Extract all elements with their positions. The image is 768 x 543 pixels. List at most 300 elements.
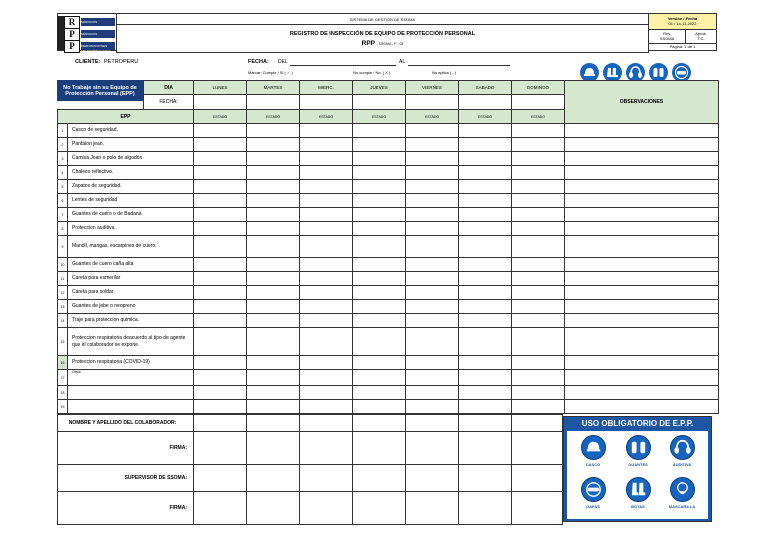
estado-cell[interactable]: [459, 124, 512, 138]
estado-cell[interactable]: [247, 386, 300, 400]
observation-cell[interactable]: [565, 356, 719, 370]
estado-cell[interactable]: [459, 138, 512, 152]
estado-cell[interactable]: [459, 208, 512, 222]
page-number: Página: 1 de 1: [649, 43, 717, 50]
estado-cell[interactable]: [247, 138, 300, 152]
supervisor-label: SUPERVISOR DE SSOMA:: [58, 465, 194, 492]
signature-cell[interactable]: [247, 492, 300, 525]
uso-label: GAFAS: [586, 504, 600, 509]
estado-cell[interactable]: [353, 236, 406, 258]
signature-table: [57, 414, 563, 525]
item-label: Guantes de cuero o de Badana: [68, 208, 194, 222]
row-number: 5: [58, 180, 68, 194]
estado-cell[interactable]: [512, 166, 565, 180]
estado-cell[interactable]: [459, 258, 512, 272]
item-label: Proteccion auditiva.: [68, 222, 194, 236]
estado-cell[interactable]: [300, 300, 353, 314]
estado-cell[interactable]: [459, 314, 512, 328]
estado-cell[interactable]: [247, 236, 300, 258]
estado-cell[interactable]: [353, 356, 406, 370]
row-number: 15: [58, 328, 68, 356]
estado-cell[interactable]: [353, 208, 406, 222]
estado-cell[interactable]: [353, 300, 406, 314]
day-thursday: JUEVES: [353, 81, 406, 95]
day-friday: VIERNES: [406, 81, 459, 95]
row-number: 11: [58, 272, 68, 286]
observation-cell[interactable]: [565, 124, 719, 138]
day-monday: LUNES: [194, 81, 247, 95]
observation-cell[interactable]: [565, 328, 719, 356]
estado-cell[interactable]: [459, 272, 512, 286]
form-code-sub: - SSOMA - F - 03: [376, 41, 404, 46]
estado-cell[interactable]: [459, 194, 512, 208]
estado-cell[interactable]: [459, 386, 512, 400]
estado-cell[interactable]: [300, 370, 353, 386]
estado-cell[interactable]: [512, 328, 565, 356]
dia-header: DIA: [144, 81, 194, 95]
estado-cell[interactable]: [406, 236, 459, 258]
estado-cell[interactable]: [512, 222, 565, 236]
day-saturday: SABADO: [459, 81, 512, 95]
item-label: [68, 386, 194, 400]
item-label: Traje para proteccion quimica.: [68, 314, 194, 328]
estado-header: ESTADO: [512, 110, 565, 124]
estado-cell[interactable]: [406, 400, 459, 414]
estado-cell[interactable]: [459, 222, 512, 236]
estado-cell[interactable]: [512, 138, 565, 152]
observation-cell[interactable]: [565, 236, 719, 258]
estado-cell[interactable]: [194, 152, 247, 166]
estado-cell[interactable]: [353, 400, 406, 414]
estado-cell[interactable]: [247, 124, 300, 138]
estado-cell[interactable]: [194, 286, 247, 300]
uso-label: CASCO: [585, 462, 601, 467]
estado-cell[interactable]: [353, 258, 406, 272]
day-sunday: DOMINGO: [512, 81, 565, 95]
fecha-cell-tuesday[interactable]: [247, 95, 300, 110]
row-number: 2: [58, 138, 68, 152]
signature-cell[interactable]: [194, 432, 247, 465]
estado-cell[interactable]: [459, 356, 512, 370]
estado-cell[interactable]: [300, 356, 353, 370]
fecha-cell-wednesday[interactable]: [300, 95, 353, 110]
item-label: Casco de seguridad.: [68, 124, 194, 138]
estado-cell[interactable]: [459, 300, 512, 314]
estado-cell[interactable]: [247, 222, 300, 236]
table-row: [58, 236, 719, 258]
uso-label: MASCARILLA: [668, 504, 696, 509]
signature-row: [58, 432, 563, 465]
estado-cell[interactable]: [459, 370, 512, 386]
observation-cell[interactable]: [565, 400, 719, 414]
estado-cell[interactable]: [512, 300, 565, 314]
estado-cell[interactable]: [353, 286, 406, 300]
estado-cell[interactable]: [512, 386, 565, 400]
fecha-cell-thursday[interactable]: [353, 95, 406, 110]
epp-header: EPP: [58, 110, 194, 124]
signature-cell[interactable]: [406, 432, 459, 465]
estado-cell[interactable]: [194, 328, 247, 356]
estado-cell[interactable]: [300, 124, 353, 138]
observation-cell[interactable]: [565, 166, 719, 180]
estado-cell[interactable]: [194, 370, 247, 386]
observation-cell[interactable]: [565, 314, 719, 328]
estado-cell[interactable]: [512, 124, 565, 138]
item-label: Proteccion respiratoria (COVID-19): [68, 356, 194, 370]
table-row: [58, 166, 719, 180]
item-label: Proteccion respiratoria deacuerdo al tipo de agente que el colaborador se expone.: [68, 328, 194, 356]
estado-cell[interactable]: [247, 300, 300, 314]
estado-cell[interactable]: [459, 166, 512, 180]
signature-cell[interactable]: [459, 465, 512, 492]
estado-cell[interactable]: [406, 152, 459, 166]
estado-cell[interactable]: [512, 152, 565, 166]
signature-cell[interactable]: [353, 492, 406, 525]
signature-cell[interactable]: [353, 432, 406, 465]
estado-cell[interactable]: [512, 370, 565, 386]
estado-cell[interactable]: [300, 180, 353, 194]
estado-cell[interactable]: [406, 222, 459, 236]
estado-cell[interactable]: [512, 314, 565, 328]
estado-cell[interactable]: [247, 272, 300, 286]
estado-cell[interactable]: [247, 328, 300, 356]
estado-cell[interactable]: [247, 258, 300, 272]
signature-cell[interactable]: [247, 465, 300, 492]
table-row: [58, 400, 719, 414]
epp-item-rows: [58, 124, 719, 414]
estado-cell[interactable]: [512, 208, 565, 222]
signature-cell[interactable]: [247, 432, 300, 465]
table-row: [58, 208, 719, 222]
signature-cell[interactable]: [300, 415, 353, 432]
signature-cell[interactable]: [353, 465, 406, 492]
estado-header: ESTADO: [353, 110, 406, 124]
estado-cell[interactable]: [459, 400, 512, 414]
observation-cell[interactable]: [565, 208, 719, 222]
item-label: Careta para soldar: [68, 286, 194, 300]
estado-cell[interactable]: [194, 138, 247, 152]
estado-cell[interactable]: [459, 286, 512, 300]
observation-cell[interactable]: [565, 272, 719, 286]
item-label: Otros:: [68, 370, 194, 386]
estado-cell[interactable]: [194, 400, 247, 414]
collaborator-name-label: NOMBRE Y APELLIDO DEL COLABORADOR:: [58, 415, 194, 432]
estado-cell[interactable]: [194, 356, 247, 370]
estado-cell[interactable]: [459, 236, 512, 258]
logo-letter-p2: P: [64, 40, 80, 53]
estado-cell[interactable]: [353, 272, 406, 286]
item-label: Lentes de seguridad: [68, 194, 194, 208]
observation-cell[interactable]: [565, 386, 719, 400]
estado-cell[interactable]: [194, 124, 247, 138]
observation-cell[interactable]: [565, 138, 719, 152]
observaciones-header: OBSERVACIONES: [565, 81, 719, 124]
version-cell: [649, 14, 717, 30]
estado-cell[interactable]: [406, 166, 459, 180]
estado-cell[interactable]: [247, 208, 300, 222]
table-row: [58, 138, 719, 152]
estado-cell[interactable]: [194, 300, 247, 314]
signature-row: [58, 465, 563, 492]
table-row: [58, 314, 719, 328]
row-number: 13: [58, 300, 68, 314]
signature-cell[interactable]: [247, 415, 300, 432]
estado-cell[interactable]: [406, 272, 459, 286]
estado-header: ESTADO: [406, 110, 459, 124]
estado-cell[interactable]: [194, 314, 247, 328]
estado-cell[interactable]: [247, 180, 300, 194]
estado-cell[interactable]: [353, 314, 406, 328]
fecha-cell-monday[interactable]: [194, 95, 247, 110]
item-label: [68, 400, 194, 414]
item-label: Careta para esmerilar: [68, 272, 194, 286]
title-block: [116, 13, 649, 53]
estado-cell[interactable]: [406, 124, 459, 138]
estado-cell[interactable]: [512, 258, 565, 272]
rev-value: SSOMA: [659, 36, 675, 42]
signature-cell[interactable]: [406, 415, 459, 432]
table-row: [58, 356, 719, 370]
signature-cell[interactable]: [459, 415, 512, 432]
estado-cell[interactable]: [247, 356, 300, 370]
table-row: [58, 328, 719, 356]
estado-header: ESTADO: [459, 110, 512, 124]
observation-cell[interactable]: [565, 286, 719, 300]
estado-cell[interactable]: [353, 166, 406, 180]
estado-cell[interactable]: [406, 328, 459, 356]
estado-cell[interactable]: [194, 166, 247, 180]
estado-cell[interactable]: [353, 124, 406, 138]
estado-cell[interactable]: [194, 236, 247, 258]
estado-header: ESTADO: [247, 110, 300, 124]
system-name: SISTEMA DE GESTIÓN DE SSOMA: [117, 14, 649, 25]
estado-cell[interactable]: [300, 258, 353, 272]
estado-cell[interactable]: [247, 194, 300, 208]
row-number: 18: [58, 386, 68, 400]
estado-cell[interactable]: [353, 328, 406, 356]
table-row: [58, 370, 719, 386]
date-from-label: DEL: [278, 59, 288, 65]
fecha-cell-friday[interactable]: [406, 95, 459, 110]
day-tuesday: MARTES: [247, 81, 300, 95]
estado-cell[interactable]: [406, 370, 459, 386]
estado-cell[interactable]: [300, 194, 353, 208]
estado-cell[interactable]: [512, 194, 565, 208]
uso-label: AUDITIVA: [672, 462, 692, 467]
observation-cell[interactable]: [565, 222, 719, 236]
estado-cell[interactable]: [459, 152, 512, 166]
uso-icons-area: [567, 431, 708, 519]
estado-cell[interactable]: [300, 272, 353, 286]
estado-cell[interactable]: [406, 286, 459, 300]
row-number: 8: [58, 222, 68, 236]
item-label: Mandil, mangas, escarpines de cuero.: [68, 236, 194, 258]
table-row: [58, 286, 719, 300]
estado-cell[interactable]: [512, 356, 565, 370]
estado-cell[interactable]: [194, 222, 247, 236]
estado-cell[interactable]: [247, 166, 300, 180]
estado-cell[interactable]: [300, 152, 353, 166]
supervisor-signature-label: FIRMA:: [58, 492, 194, 525]
estado-cell[interactable]: [406, 386, 459, 400]
estado-cell[interactable]: [300, 400, 353, 414]
estado-cell[interactable]: [406, 208, 459, 222]
company-logo: [57, 13, 117, 56]
legend-no-aplica: No aplica ( - ): [432, 70, 457, 75]
estado-cell[interactable]: [300, 386, 353, 400]
logo-letter-p1: P: [64, 28, 80, 41]
rev-cell: [649, 29, 686, 43]
estado-cell[interactable]: [194, 386, 247, 400]
estado-cell[interactable]: [194, 208, 247, 222]
signature-cell[interactable]: [194, 415, 247, 432]
estado-cell[interactable]: [512, 236, 565, 258]
observation-cell[interactable]: [565, 300, 719, 314]
row-number: 10: [58, 258, 68, 272]
estado-cell[interactable]: [247, 314, 300, 328]
table-row: [58, 124, 719, 138]
epp-inspection-table: [57, 80, 719, 414]
signature-cell[interactable]: [300, 432, 353, 465]
estado-cell[interactable]: [194, 272, 247, 286]
signature-cell[interactable]: [406, 492, 459, 525]
aprob-cell: [686, 29, 717, 43]
estado-cell[interactable]: [406, 300, 459, 314]
estado-cell[interactable]: [300, 236, 353, 258]
helmet-icon: [581, 435, 606, 460]
signature-cell[interactable]: [512, 492, 563, 525]
observation-cell[interactable]: [565, 152, 719, 166]
estado-cell[interactable]: [300, 314, 353, 328]
mandatory-epp-poster: [563, 416, 712, 522]
signature-cell[interactable]: [194, 465, 247, 492]
estado-cell[interactable]: [406, 258, 459, 272]
table-row: [58, 180, 719, 194]
signature-row: [58, 492, 563, 525]
fecha-cell-saturday[interactable]: [459, 95, 512, 110]
date-from-line[interactable]: [290, 65, 396, 66]
estado-cell[interactable]: [406, 138, 459, 152]
estado-cell[interactable]: [247, 152, 300, 166]
estado-cell[interactable]: [300, 222, 353, 236]
observation-cell[interactable]: [565, 258, 719, 272]
estado-header: ESTADO: [194, 110, 247, 124]
estado-cell[interactable]: [353, 370, 406, 386]
estado-cell[interactable]: [300, 286, 353, 300]
fecha-cell-sunday[interactable]: [512, 95, 565, 110]
observation-cell[interactable]: [565, 194, 719, 208]
estado-cell[interactable]: [353, 194, 406, 208]
item-label: Camisa Jean o polo de algodón.: [68, 152, 194, 166]
estado-cell[interactable]: [247, 286, 300, 300]
observation-cell[interactable]: [565, 180, 719, 194]
aprob-value: T.C.: [697, 36, 705, 42]
uso-label: BOTAS: [631, 504, 645, 509]
goggles-icon: [581, 477, 606, 502]
uso-title: USO OBLIGATORIO DE E.P.P.: [581, 419, 694, 428]
collaborator-signature-label: FIRMA:: [58, 432, 194, 465]
signature-cell[interactable]: [300, 465, 353, 492]
estado-cell[interactable]: [300, 328, 353, 356]
item-label: Pantalon jean.: [68, 138, 194, 152]
rev-label: Rev.: [663, 31, 672, 37]
signature-cell[interactable]: [512, 432, 563, 465]
table-row: [58, 300, 719, 314]
legend-cumple: Marcar: Cumple / Si ( ✓ ): [248, 70, 293, 75]
estado-cell[interactable]: [353, 180, 406, 194]
estado-cell[interactable]: [512, 286, 565, 300]
table-row: [58, 386, 719, 400]
estado-cell[interactable]: [353, 386, 406, 400]
item-label: Guantes de jebe o neopreno: [68, 300, 194, 314]
estado-cell[interactable]: [300, 208, 353, 222]
estado-cell[interactable]: [459, 328, 512, 356]
legend-no-cumple: No cumple / No. ( X ): [353, 70, 391, 75]
signature-cell[interactable]: [512, 415, 563, 432]
uso-label: GUANTES: [628, 462, 648, 467]
estado-cell[interactable]: [353, 222, 406, 236]
estado-cell[interactable]: [512, 180, 565, 194]
form-title-text: REGISTRO DE INSPECCIÓN DE EQUIPO DE PROTECCIÓN PERSONAL: [289, 30, 476, 37]
estado-cell[interactable]: [353, 152, 406, 166]
logo-line-1: SERVICIOS: [81, 18, 115, 26]
estado-cell[interactable]: [194, 258, 247, 272]
row-number: 16: [58, 356, 68, 370]
estado-cell[interactable]: [247, 400, 300, 414]
version-block: [648, 13, 717, 51]
estado-cell[interactable]: [406, 314, 459, 328]
estado-cell[interactable]: [300, 138, 353, 152]
estado-cell[interactable]: [512, 400, 565, 414]
signature-cell[interactable]: [459, 432, 512, 465]
estado-cell[interactable]: [512, 272, 565, 286]
signature-cell[interactable]: [353, 415, 406, 432]
row-number: 17: [58, 370, 68, 386]
date-label: FECHA:: [248, 59, 269, 65]
signature-cell[interactable]: [459, 492, 512, 525]
estado-cell[interactable]: [459, 180, 512, 194]
estado-cell[interactable]: [247, 370, 300, 386]
signature-cell[interactable]: [194, 492, 247, 525]
signature-row: [58, 415, 563, 432]
estado-cell[interactable]: [194, 180, 247, 194]
row-number: 14: [58, 314, 68, 328]
item-label: Guantes de cuero caña alta: [68, 258, 194, 272]
estado-cell[interactable]: [194, 194, 247, 208]
row-number: 9: [58, 236, 68, 258]
form-title: [117, 25, 649, 53]
table-row: [58, 258, 719, 272]
estado-cell[interactable]: [353, 138, 406, 152]
signature-cell[interactable]: [406, 465, 459, 492]
estado-cell[interactable]: [406, 194, 459, 208]
client-value: PETROPERU: [104, 59, 139, 65]
table-row: [58, 152, 719, 166]
date-to-line[interactable]: [408, 65, 510, 66]
estado-cell[interactable]: [406, 356, 459, 370]
estado-cell[interactable]: [406, 180, 459, 194]
row-number: 4: [58, 166, 68, 180]
warning-text: No Trabaje sin su Equipo de Protección Personal (EPP): [63, 84, 137, 97]
table-row: [58, 222, 719, 236]
row-number: 7: [58, 208, 68, 222]
table-row: [58, 272, 719, 286]
observation-cell[interactable]: [565, 370, 719, 386]
signature-cell[interactable]: [512, 465, 563, 492]
signature-cell[interactable]: [300, 492, 353, 525]
logo-line-3: PERFORACIONES PETROLERAS S.A.C.: [81, 42, 115, 50]
estado-cell[interactable]: [300, 166, 353, 180]
